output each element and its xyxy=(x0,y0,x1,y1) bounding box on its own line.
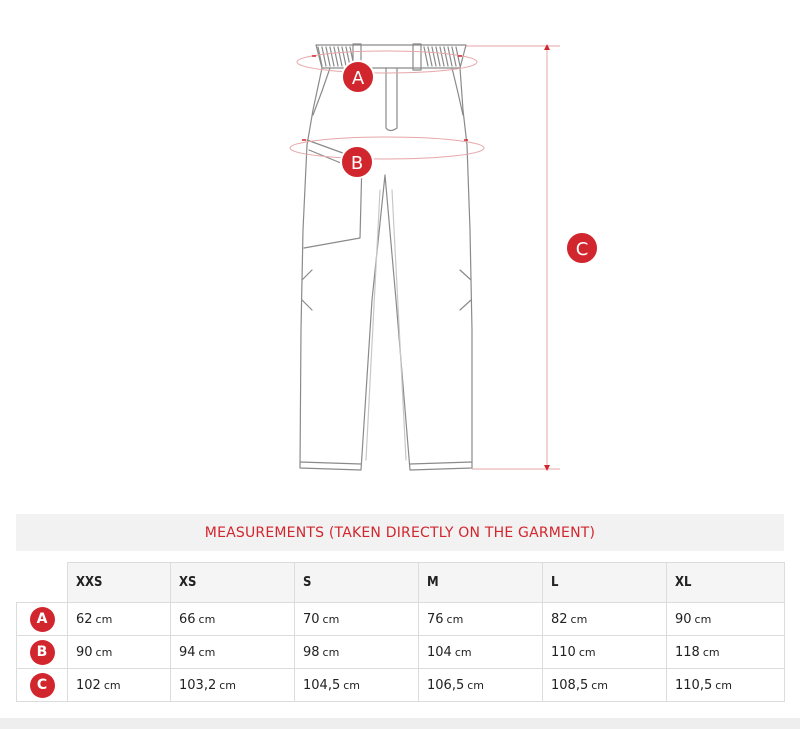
measurements-header xyxy=(16,514,784,551)
length-guide xyxy=(466,46,560,469)
table-row xyxy=(17,603,785,636)
table-cell: 108,5 cm xyxy=(543,669,667,702)
size-header-xl: XL xyxy=(667,563,785,603)
waist-guide xyxy=(297,51,477,73)
belt-loop-right xyxy=(413,44,421,70)
row-key-cell xyxy=(17,636,68,669)
table-cell: 62 cm xyxy=(68,603,171,636)
size-header-xs: XS xyxy=(171,563,295,603)
size-header-row xyxy=(17,563,785,603)
table-row xyxy=(17,636,785,669)
size-header-l: L xyxy=(543,563,667,603)
table-cell: 70 cm xyxy=(295,603,419,636)
svg-text:B: B xyxy=(350,153,364,174)
row-key-cell xyxy=(17,603,68,636)
measurements-title: MEASUREMENTS (TAKEN DIRECTLY ON THE GARMENT) xyxy=(204,524,596,541)
size-header-m: M xyxy=(419,563,543,603)
table-cell: 82 cm xyxy=(543,603,667,636)
front-pocket-left xyxy=(313,68,330,115)
row-badge-b: B xyxy=(30,640,55,665)
table-cell: 94 cm xyxy=(171,636,295,669)
table-cell: 104 cm xyxy=(419,636,543,669)
table-cell: 76 cm xyxy=(419,603,543,636)
fly xyxy=(386,68,397,131)
size-chart-table xyxy=(16,562,785,702)
table-cell: 103,2 cm xyxy=(171,669,295,702)
svg-text:A: A xyxy=(351,68,365,89)
hip-guide xyxy=(290,137,484,159)
table-cell: 118 cm xyxy=(667,636,785,669)
table-cell: 104,5 cm xyxy=(295,669,419,702)
page-footer-band xyxy=(0,718,800,729)
table-cell: 90 cm xyxy=(667,603,785,636)
row-badge-c: C xyxy=(30,673,55,698)
marker-a xyxy=(342,61,374,93)
row-key-cell xyxy=(17,669,68,702)
table-corner xyxy=(17,563,68,603)
table-cell: 102 cm xyxy=(68,669,171,702)
elastic-right xyxy=(424,47,460,66)
table-cell: 98 cm xyxy=(295,636,419,669)
table-cell: 66 cm xyxy=(171,603,295,636)
size-header-s: S xyxy=(295,563,419,603)
table-row xyxy=(17,669,785,702)
marker-c xyxy=(566,232,598,264)
svg-text:C: C xyxy=(575,239,589,260)
table-cell: 90 cm xyxy=(68,636,171,669)
table-cell: 110 cm xyxy=(543,636,667,669)
size-header-xxs: XXS xyxy=(68,563,171,603)
marker-b xyxy=(341,146,373,178)
row-badge-a: A xyxy=(30,607,55,632)
table-cell: 106,5 cm xyxy=(419,669,543,702)
table-cell: 110,5 cm xyxy=(667,669,785,702)
